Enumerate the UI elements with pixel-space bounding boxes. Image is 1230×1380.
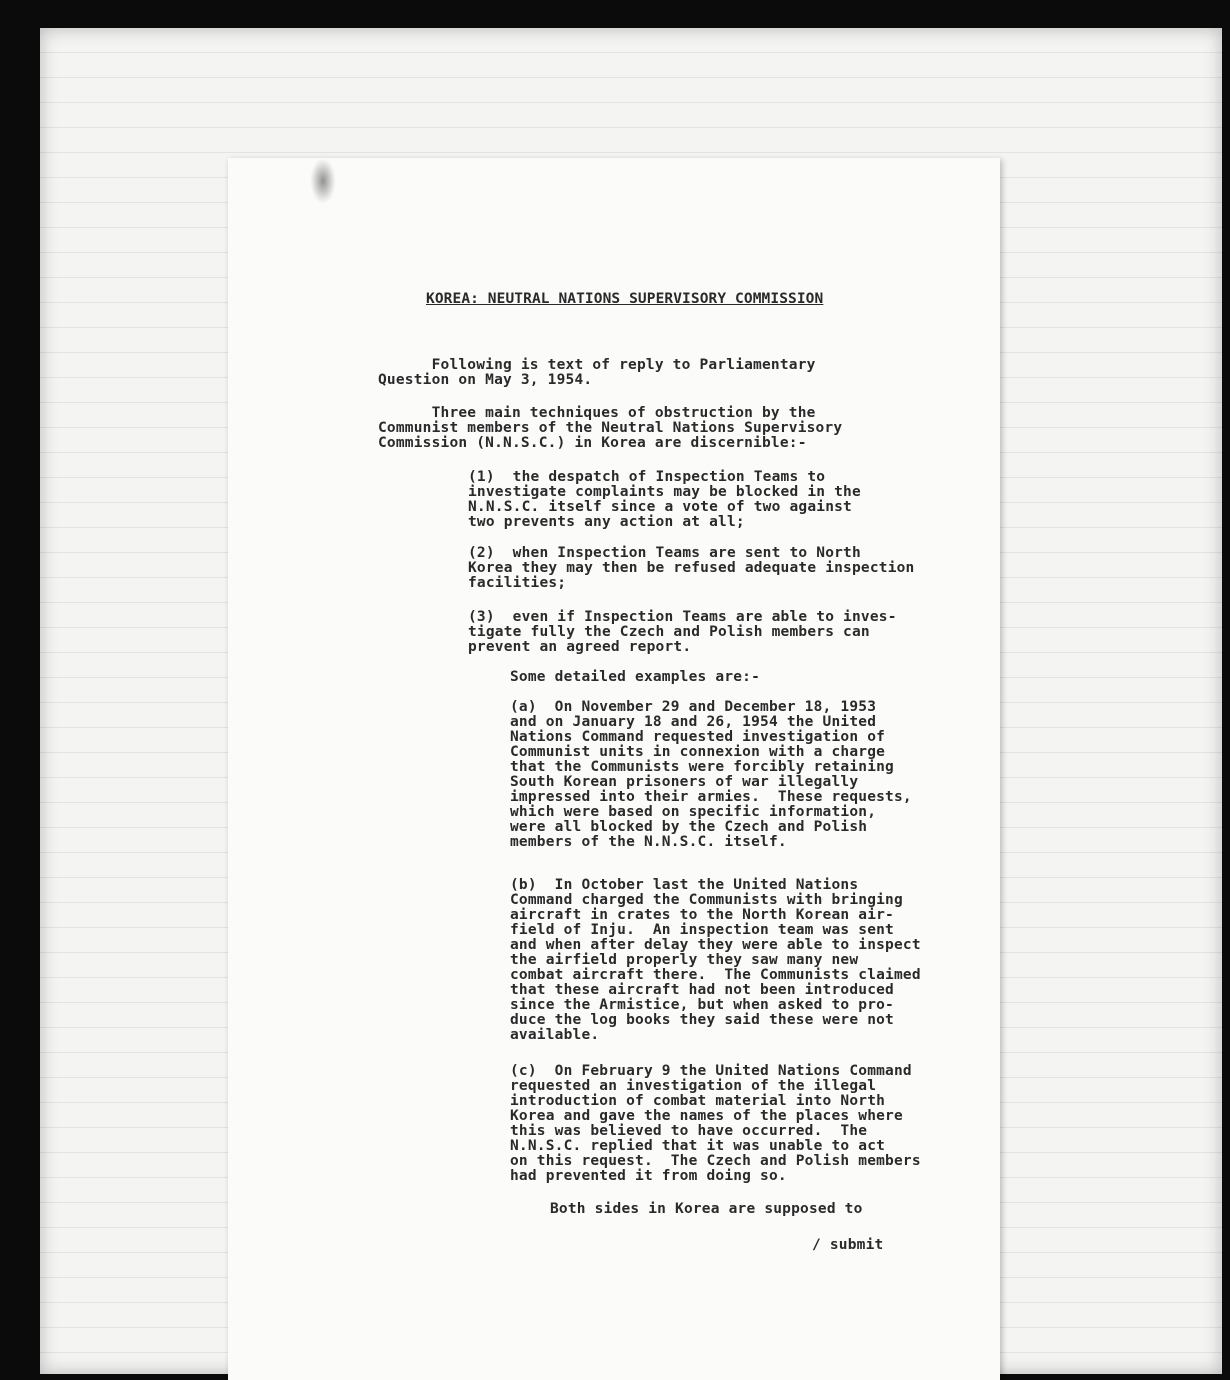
closing-line: Both sides in Korea are supposed to <box>550 1201 863 1217</box>
document-page <box>228 158 1000 1380</box>
paragraph-techniques: Three main techniques of obstruction by the Communist members of the Neutral Nations Supervisory Commission (N.N.S.C.) in Korea are discernible:- <box>378 405 843 451</box>
technique-item-3: (3) even if Inspection Teams are able to inves- tigate fully the Czech and Polish members can prevent an agreed report. <box>468 609 897 655</box>
technique-item-1: (1) the despatch of Inspection Teams to investigate complaints may be blocked in the N.N.S.C. itself since a vote of two against two prevents any action at all; <box>468 469 861 530</box>
example-a: (a) On November 29 and December 18, 1953 and on January 18 and 26, 1954 the United Nations Command requested investigation of Communist units in connexion with a charge that the Communists were forcibly retaining South Korean prisoners of war illegally impressed into their armies. These requests, which were based on specific information, were all blocked by the Czech and Polish members of the N.N.S.C. itself. <box>510 699 912 850</box>
example-c: (c) On February 9 the United Nations Command requested an investigation of the illegal introduction of combat material into North Korea and gave the names of the places where this was believed to have occurred. The N.N.S.C. replied that it was unable to act on this request. The Czech and Polish members had prevented it from doing so. <box>510 1063 921 1184</box>
technique-item-2: (2) when Inspection Teams are sent to North Korea they may then be refused adequate inspection facilities; <box>468 545 915 591</box>
page-crease-mark <box>310 158 336 204</box>
paragraph-intro: Following is text of reply to Parliamentary Question on May 3, 1954. <box>378 357 816 388</box>
catchword: / submit <box>812 1237 884 1253</box>
example-b: (b) In October last the United Nations Command charged the Communists with bringing aircraft in crates to the North Korean air- field of Inju. An inspection team was sent and when after delay they were able to inspect the airfield properly they saw many new combat aircraft there. The Communists claimed that these aircraft had not been introduced since the Armistice, but when asked to pro- duce the log books they said these were not available. <box>510 877 921 1043</box>
document-title: KOREA: NEUTRAL NATIONS SUPERVISORY COMMISSION <box>426 291 824 307</box>
examples-intro: Some detailed examples are:- <box>510 669 761 685</box>
